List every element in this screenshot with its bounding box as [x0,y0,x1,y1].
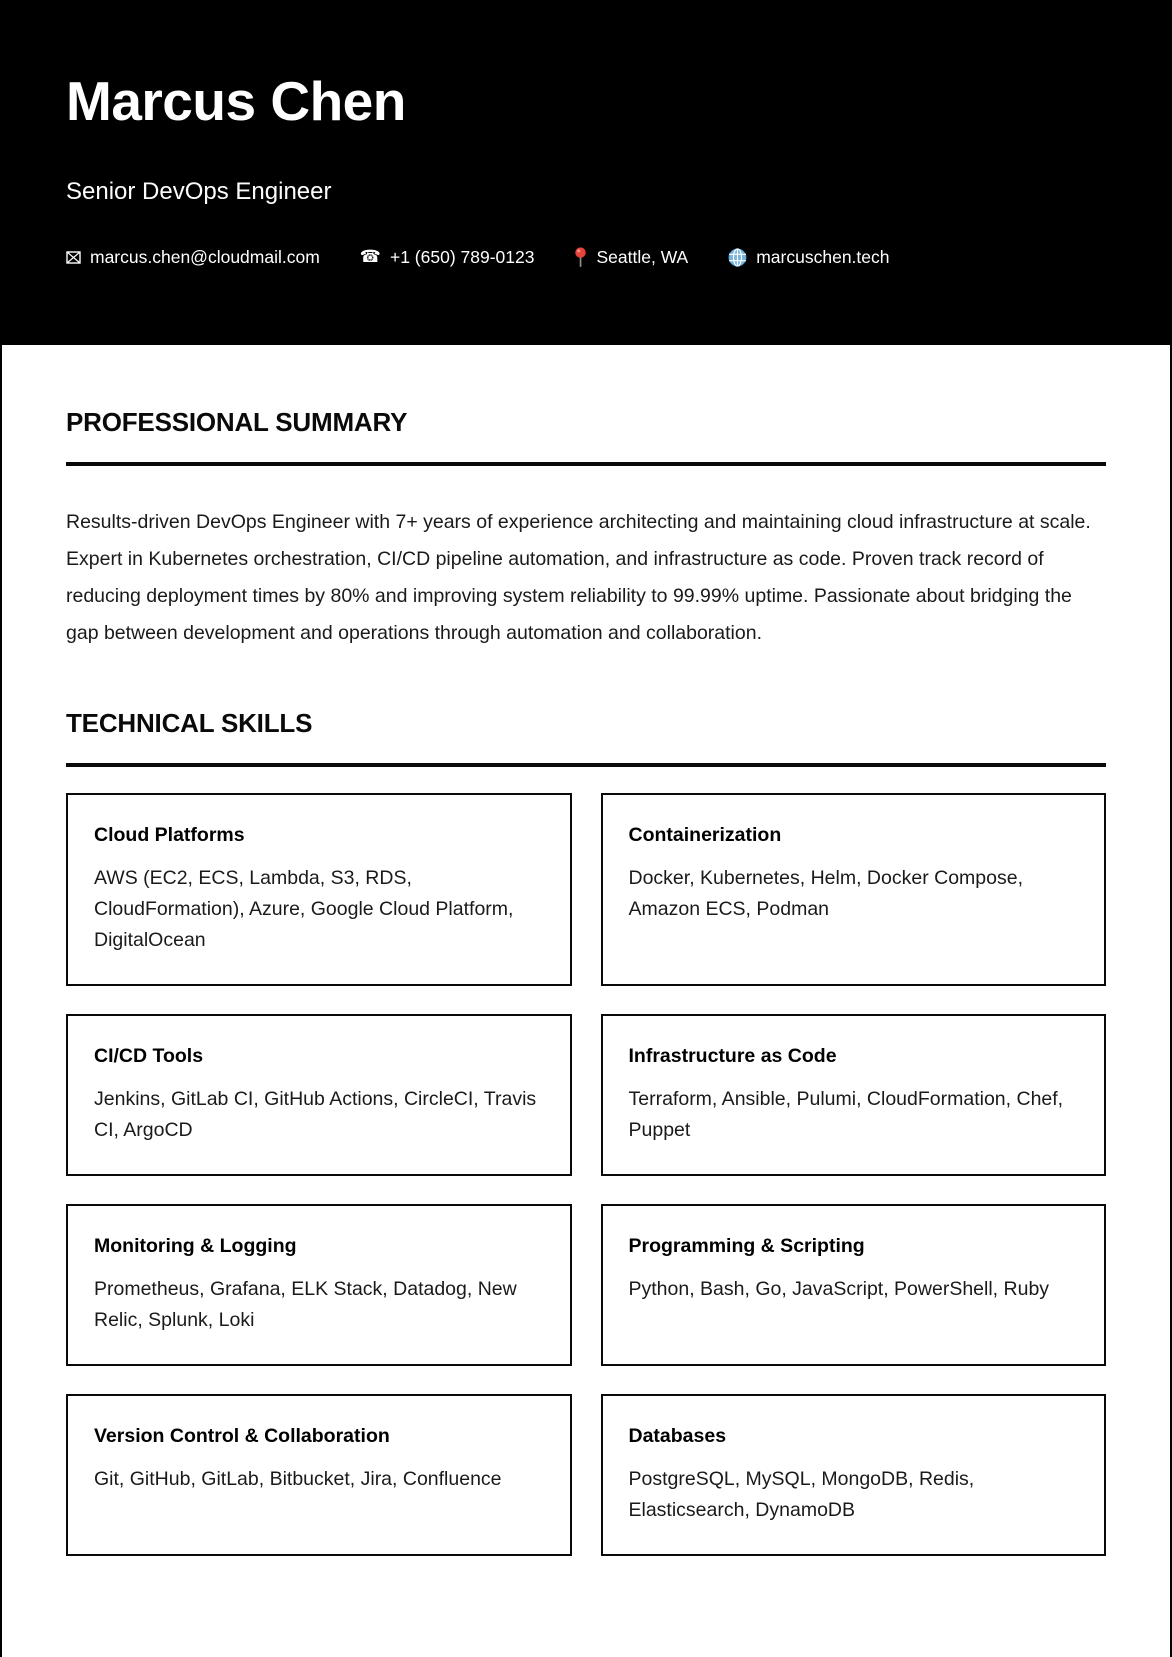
skill-card-programming-scripting [601,1204,1107,1366]
email-icon [66,251,81,264]
skill-card-title: Programming & Scripting [628,1235,865,1257]
contact-website-text: marcuschen.tech [756,247,890,267]
skill-card-containerization [601,793,1107,986]
skill-card-title: Containerization [628,824,782,846]
contact-location [574,247,688,268]
skill-card-items: PostgreSQL, MySQL, MongoDB, Redis, Elasticsearch, DynamoDB [628,1468,975,1521]
summary-section [66,407,1106,652]
phone-icon: ☎ [359,247,381,267]
resume-header [0,0,1172,345]
skills-section [66,708,1106,1556]
globe-icon [728,248,747,267]
contact-phone-text: +1 (650) 789-0123 [389,247,535,267]
contact-website[interactable] [728,247,889,268]
skill-card-cicd-tools [66,1014,572,1176]
skill-card-version-control [66,1394,572,1556]
contact-email[interactable] [66,247,320,268]
skills-rule [66,763,1106,767]
job-title: Senior DevOps Engineer [66,178,332,205]
skill-card-monitoring-logging [66,1204,572,1366]
skill-card-title: CI/CD Tools [94,1045,204,1067]
skill-card-cloud-platforms [66,793,572,986]
skill-card-title: Databases [628,1425,727,1447]
skill-card-items: AWS (EC2, ECS, Lambda, S3, RDS, CloudFormation), Azure, Google Cloud Platform, DigitalOcean [94,867,514,951]
skill-card-items: Terraform, Ansible, Pulumi, CloudFormation, Chef, Puppet [628,1088,1064,1141]
skill-card-title: Version Control & Collaboration [94,1425,390,1447]
skill-card-items: Prometheus, Grafana, ELK Stack, Datadog, New Relic, Splunk, Loki [94,1278,517,1331]
skills-heading: TECHNICAL SKILLS [66,708,313,738]
summary-paragraph: Results-driven DevOps Engineer with 7+ years of experience architecting and maintaining cloud infrastructure at scale. Expert in Kubernetes orchestration, CI/CD pipeline automation, and infrastructure as code. Proven track record of reducing deployment times by 80% and improving system reliability to 99.99% uptime. Passionate about bridging the gap between development and operations through automation and collaboration. [66,511,1091,644]
skill-card-infrastructure-as-code [601,1014,1107,1176]
summary-rule [66,462,1106,466]
contact-email-text: marcus.chen@cloudmail.com [90,247,320,267]
contact-phone[interactable] [360,247,535,268]
skill-card-title: Monitoring & Logging [94,1235,297,1257]
contact-row [66,247,1106,268]
skill-card-title: Cloud Platforms [94,824,245,846]
skill-card-items: Git, GitHub, GitLab, Bitbucket, Jira, Confluence [94,1468,502,1490]
person-name: Marcus Chen [66,70,406,132]
skill-card-title: Infrastructure as Code [628,1045,837,1067]
skill-card-items: Docker, Kubernetes, Helm, Docker Compose, Amazon ECS, Podman [628,867,1023,920]
skill-card-databases [601,1394,1107,1556]
skill-card-items: Jenkins, GitLab CI, GitHub Actions, CircleCI, Travis CI, ArgoCD [94,1088,537,1141]
location-icon [574,247,587,268]
summary-heading: PROFESSIONAL SUMMARY [66,407,408,437]
skill-card-items: Python, Bash, Go, JavaScript, PowerShell, Ruby [628,1278,1050,1300]
resume-body [0,345,1172,1657]
skills-grid [66,793,1106,1556]
contact-location-text: Seattle, WA [596,247,689,267]
